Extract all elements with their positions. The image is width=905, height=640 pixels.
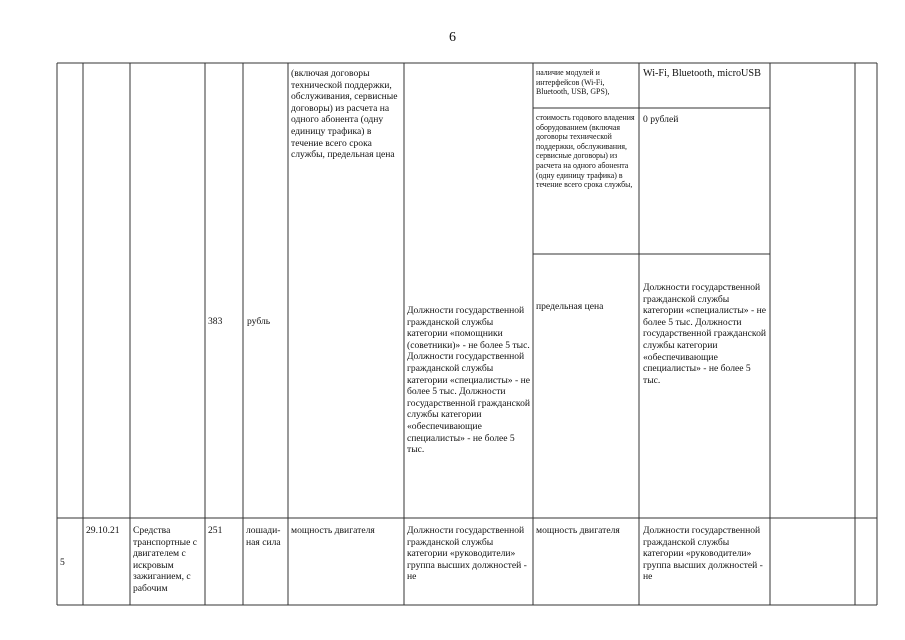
sub-value: Должности государственной гражданской службы категории «руководители» группа высших должностей - не	[643, 525, 763, 583]
unit-name: рубль	[247, 316, 271, 327]
sub-characteristic: предельная цена	[536, 301, 604, 312]
okei-code: 383	[208, 316, 223, 327]
sub-value: Должности государственной гражданской службы категории «специалисты» - не более 5 тыс. Должности государственной гражданской службы категории «обеспечивающие специалисты» - не более 5 тыс.	[643, 282, 767, 386]
sub-value: Wi-Fi, Bluetooth, microUSB	[643, 68, 761, 79]
characteristic-text: мощность двигателя	[291, 525, 375, 536]
unit-name: лошади-ная сила	[246, 525, 281, 548]
characteristic-text: (включая договоры технической поддержки, обслуживания, сервисные договоры) из расчета на одного абонента (одну единицу трафика) в течение всего срока службы, предельная цена	[291, 68, 398, 161]
page-number: 6	[449, 30, 456, 45]
sub-characteristic: стоимость годового владения оборудованием (включая договоры технической поддержки, обслуживания, сервисные договоры) из расчета на одного абонента (одну единицу трафика) в течение всего срока службы,	[536, 113, 635, 190]
row-number: 5	[60, 557, 65, 568]
okpd2-code: 29.10.21	[86, 525, 120, 536]
value-text: Должности государственной гражданской службы категории «помощники (советники)» - не более 5 тыс. Должности государственной гражданской службы категории «специалисты» - не более 5 тыс. Должности государственной гражданской службы категории «обеспечивающие специалисты» - не более 5 тыс.	[407, 305, 531, 456]
sub-characteristic: наличие модулей и интерфейсов (Wi-Fi, Bluetooth, USB, GPS),	[536, 68, 610, 97]
item-name: Средства транспортные с двигателем с искровым зажиганием, с рабочим	[133, 525, 198, 594]
sub-characteristic: мощность двигателя	[536, 525, 620, 536]
okei-code: 251	[208, 525, 223, 536]
sub-value: 0 рублей	[643, 114, 679, 125]
value-text: Должности государственной гражданской службы категории «руководители» группа высших должностей - не	[407, 525, 527, 583]
